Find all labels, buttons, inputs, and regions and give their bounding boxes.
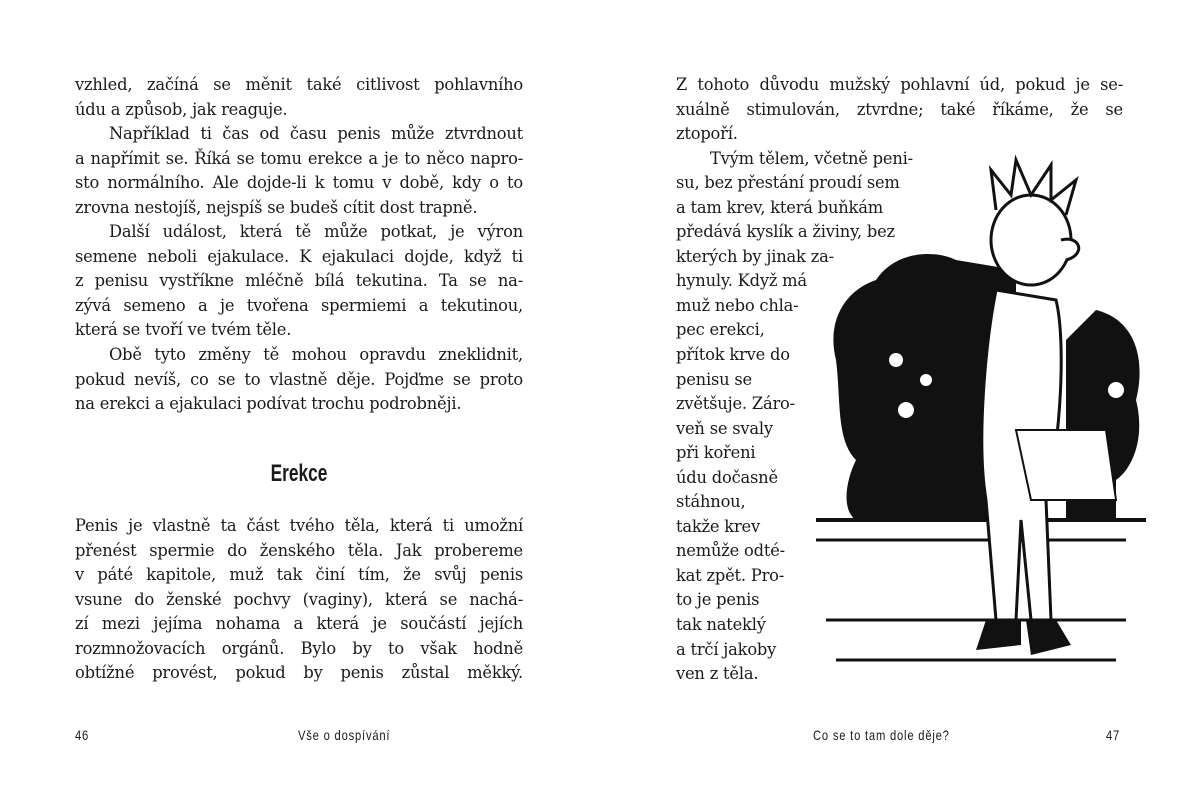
page-number: 46: [75, 727, 90, 743]
text-line: vzhled, začíná se měnit také citlivost pohlavního: [75, 75, 523, 94]
text-line: tak nateklý: [676, 615, 766, 635]
text-line: pec erekci,: [676, 320, 765, 340]
text-line: su, bez přestání proudí sem: [676, 173, 900, 193]
text-line: a tam krev, která buňkám: [676, 197, 883, 217]
text-line: při kořeni: [676, 443, 756, 463]
body-text-top: [75, 73, 523, 417]
right-page: [598, 0, 1197, 800]
text-line: zvětšuje. Záro-: [676, 394, 795, 414]
text-line: kat zpět. Pro-: [676, 565, 785, 585]
text-line: Z tohoto důvodu mužský pohlavní úd, pokud je se-: [676, 75, 1123, 94]
running-title: Vše o dospívání: [298, 727, 391, 743]
section-heading: Erekce: [270, 460, 328, 487]
text-line: předává kyslík a živiny, bez: [676, 222, 895, 242]
text-line: na erekci a ejakulaci podívat trochu podrobněji.: [75, 394, 462, 414]
text-line: pokud nevíš, co se to vlastně děje. Pojďme se proto: [75, 369, 523, 389]
text-line: v páté kapitole, muž tak činí tím, že svůj penis: [75, 565, 523, 585]
text-line: obtížné provést, pokud by penis zůstal měkký.: [75, 663, 523, 683]
text-line: přenést spermie do ženského těla. Jak probereme: [75, 540, 523, 560]
text-line: veň se svaly: [676, 418, 773, 438]
text-line: ztopoří.: [676, 124, 738, 144]
text-line: kterých by jinak za-: [676, 246, 834, 266]
text-line: penisu se: [676, 369, 752, 389]
boy-reading-illustration: [816, 140, 1156, 700]
text-line: ven z těla.: [676, 664, 759, 684]
text-line: semene neboli ejakulace. K ejakulaci dojde, když ti: [75, 246, 523, 266]
text-line: Tvým tělem, včetně peni-: [710, 148, 913, 168]
text-line: která se tvoří ve tvém těle.: [75, 320, 292, 340]
text-line: sto normálního. Ale dojde-li k tomu v době, kdy o to: [75, 173, 523, 193]
text-line: přítok krve do: [676, 345, 790, 365]
text-line: Další událost, která tě může potkat, je výron: [109, 222, 523, 242]
text-line: a trčí jakoby: [676, 639, 777, 659]
running-title: Co se to tam dole děje?: [813, 727, 950, 743]
text-line: údu a způsob, jak reaguje.: [75, 99, 288, 119]
text-line: údu dočasně: [676, 467, 778, 487]
text-line: hynuly. Když má: [676, 271, 807, 291]
text-line: takže krev: [676, 516, 760, 536]
text-line: rozmnožovacích orgánů. Bylo by to však hodně: [75, 638, 523, 658]
text-line: stáhnou,: [676, 492, 746, 512]
text-line: zí mezi jejíma nohama a která je součástí jejích: [75, 614, 523, 634]
left-page: [0, 0, 598, 800]
page-number: 47: [1106, 727, 1121, 743]
text-line: nemůže odté-: [676, 541, 785, 561]
text-line: vsune do ženské pochvy (vaginy), která se nachá-: [75, 589, 523, 609]
text-line: zrovna nestojíš, nejspíš se budeš cítit dost trapně.: [75, 197, 478, 217]
text-line: Obě tyto změny tě mohou opravdu zneklidnit,: [109, 345, 523, 365]
text-line: Penis je vlastně ta část tvého těla, která ti umožní: [75, 516, 523, 535]
text-line: xuálně stimulován, ztvrdne; také říkáme, že se: [676, 99, 1123, 119]
text-line: a napřímit se. Říká se tomu erekce a je to něco napro-: [75, 148, 523, 168]
body-text-bottom: [75, 514, 523, 686]
text-line: z penisu vystříkne mléčně bílá tekutina. Ta se na-: [75, 271, 523, 291]
text-line: Například ti čas od času penis může ztvrdnout: [109, 124, 523, 144]
text-line: muž nebo chla-: [676, 295, 799, 315]
text-line: to je penis: [676, 590, 760, 610]
text-line: zývá semeno a je tvořena spermiemi a tekutinou,: [75, 295, 523, 315]
